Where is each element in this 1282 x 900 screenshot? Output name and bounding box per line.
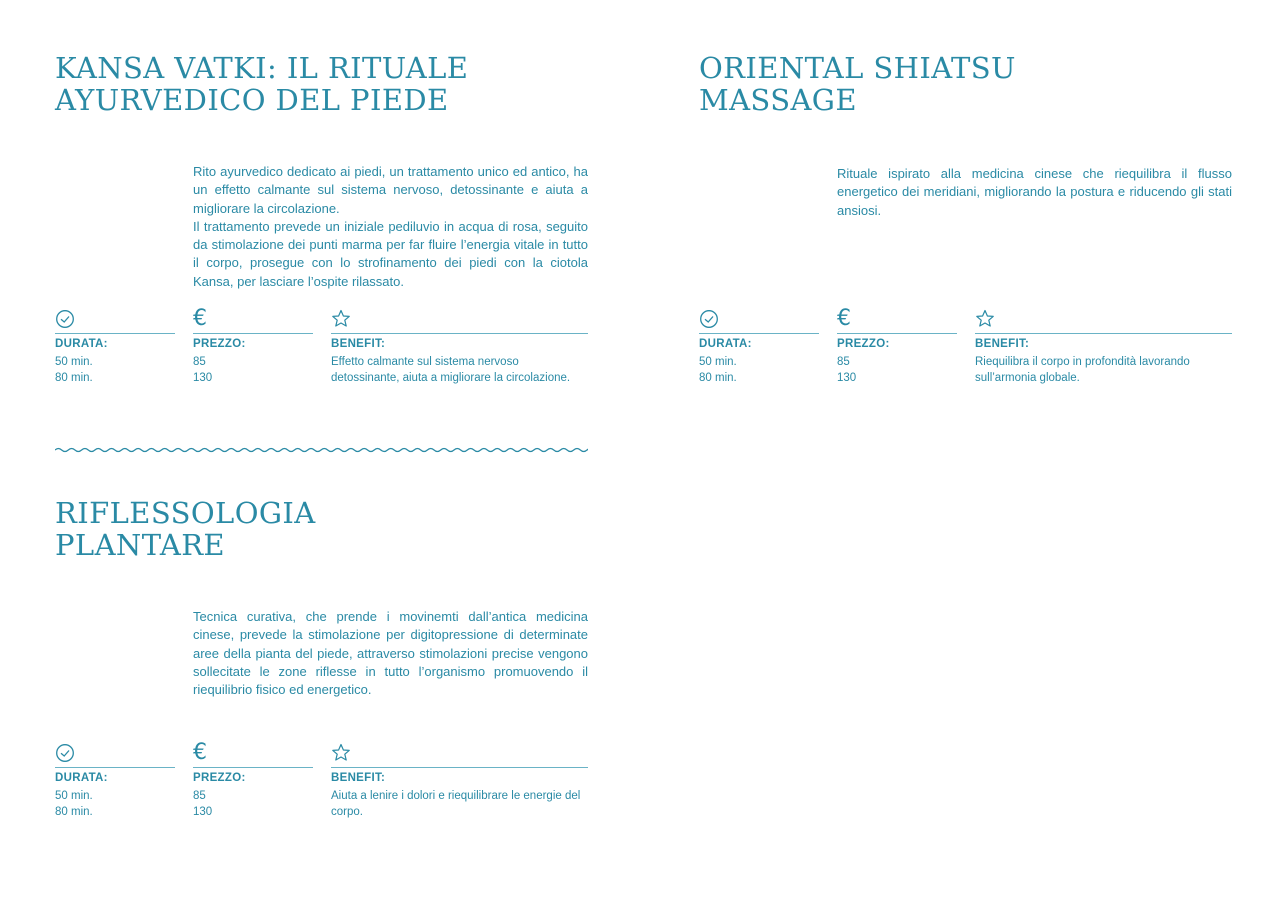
divider bbox=[193, 767, 313, 768]
benefit-label: BENEFIT: bbox=[331, 772, 386, 784]
title-line: PLANTARE bbox=[55, 528, 225, 562]
title-line: ORIENTAL SHIATSU bbox=[699, 51, 1016, 85]
description-paragraph: Il trattamento prevede un iniziale pediluvio in acqua di rosa, seguito da stimolazione dei punti marma per far fluire l’energia vitale in tutto il corpo, prosegue con lo strofinamento dei piedi con la ciotola Kansa, per lasciare l’ospite rilassato. bbox=[193, 218, 588, 289]
divider bbox=[55, 333, 175, 334]
duration-value: 50 min. bbox=[55, 790, 93, 802]
divider bbox=[331, 767, 588, 768]
benefit-text: Aiuta a lenire i dolori e riequilibrare le energie del corpo. bbox=[331, 790, 581, 818]
star-icon bbox=[975, 309, 999, 329]
title-line: KANSA VATKI: IL RITUALE bbox=[55, 51, 469, 85]
treatment-details bbox=[699, 306, 1232, 389]
treatment-oriental-shiatsu bbox=[699, 51, 1232, 384]
divider bbox=[837, 333, 957, 334]
treatment-title bbox=[699, 52, 1232, 116]
euro-icon: € bbox=[193, 740, 207, 765]
benefit-text: Riequilibra il corpo in profondità lavorando sull’armonia globale. bbox=[975, 356, 1190, 384]
benefit-values bbox=[331, 354, 588, 386]
benefit-values bbox=[975, 354, 1232, 386]
treatment-title bbox=[55, 497, 588, 561]
description-paragraph: Rituale ispirato alla medicina cinese che riequilibra il flusso energetico dei meridiani, migliorando la postura e riducendo gli stati ansiosi. bbox=[837, 166, 1232, 218]
divider bbox=[193, 333, 313, 334]
benefit-label: BENEFIT: bbox=[975, 338, 1030, 350]
duration-values bbox=[699, 354, 819, 386]
price-values bbox=[193, 788, 313, 820]
price-value: 130 bbox=[193, 806, 213, 818]
star-icon bbox=[331, 743, 355, 763]
price-values bbox=[837, 354, 957, 386]
price-label: PREZZO: bbox=[837, 338, 890, 350]
duration-value: 80 min. bbox=[55, 372, 93, 384]
duration-label: DURATA: bbox=[55, 338, 108, 350]
price-label: PREZZO: bbox=[193, 338, 246, 350]
clock-icon bbox=[699, 309, 723, 329]
treatment-title bbox=[55, 52, 588, 116]
duration-value: 50 min. bbox=[55, 356, 93, 368]
title-line: AYURVEDICO DEL PIEDE bbox=[55, 83, 449, 117]
price-value: 85 bbox=[837, 356, 850, 368]
duration-value: 80 min. bbox=[55, 806, 93, 818]
price-value: 85 bbox=[193, 790, 206, 802]
treatment-description bbox=[193, 608, 588, 699]
duration-label: DURATA: bbox=[699, 338, 752, 350]
treatment-kansa-vatki bbox=[55, 51, 588, 384]
clock-icon bbox=[55, 743, 79, 763]
price-value: 130 bbox=[837, 372, 857, 384]
price-values bbox=[193, 354, 313, 386]
price-value: 85 bbox=[193, 356, 206, 368]
divider bbox=[331, 333, 588, 334]
duration-values bbox=[55, 788, 175, 820]
duration-values bbox=[55, 354, 175, 386]
duration-value: 80 min. bbox=[699, 372, 737, 384]
treatment-description bbox=[193, 163, 588, 291]
price-value: 130 bbox=[193, 372, 213, 384]
title-line: RIFLESSOLOGIA bbox=[55, 496, 316, 530]
divider bbox=[975, 333, 1232, 334]
description-paragraph: Tecnica curativa, che prende i movinemti dall’antica medicina cinese, prevede la stimolazione per digitopressione di determinate aree della pianta del piede, attraverso stimolazioni precise vengono sollecitate le zone riflesse in tutto l’organismo promuovendo il riequilibrio fisico ed energetico. bbox=[193, 609, 588, 698]
treatment-details bbox=[55, 740, 588, 823]
wave-divider bbox=[55, 444, 588, 456]
benefit-label: BENEFIT: bbox=[331, 338, 386, 350]
star-icon bbox=[331, 309, 355, 329]
euro-icon: € bbox=[193, 306, 207, 331]
divider bbox=[55, 767, 175, 768]
treatment-riflessologia-plantare bbox=[55, 496, 588, 818]
title-line: MASSAGE bbox=[699, 83, 857, 117]
divider bbox=[699, 333, 819, 334]
duration-label: DURATA: bbox=[55, 772, 108, 784]
benefit-values bbox=[331, 788, 588, 820]
treatment-details bbox=[55, 306, 588, 389]
price-label: PREZZO: bbox=[193, 772, 246, 784]
euro-icon: € bbox=[837, 306, 851, 331]
clock-icon bbox=[55, 309, 79, 329]
benefit-text: Effetto calmante sul sistema nervoso detossinante, aiuta a migliorare la circolazione. bbox=[331, 356, 571, 384]
treatment-description bbox=[837, 165, 1232, 220]
duration-value: 50 min. bbox=[699, 356, 737, 368]
description-paragraph: Rito ayurvedico dedicato ai piedi, un trattamento unico ed antico, ha un effetto calmante sul sistema nervoso, detossinante e aiuta a migliorare la circolazione. bbox=[193, 164, 588, 216]
